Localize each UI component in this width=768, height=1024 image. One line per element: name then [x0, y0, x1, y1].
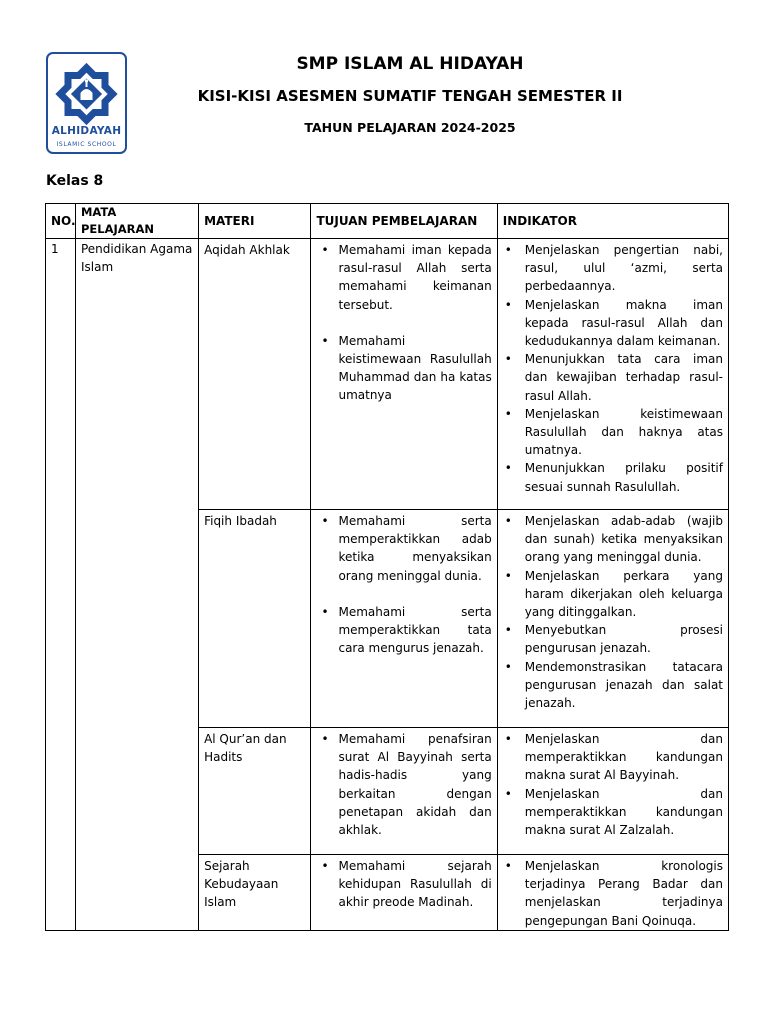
- row-number: 1: [46, 239, 76, 931]
- tujuan-cell: [311, 728, 497, 855]
- logo-subtext: ISLAMIC SCHOOL: [56, 141, 117, 148]
- school-name: SMP ISLAM AL HIDAYAH: [296, 54, 524, 74]
- indikator-cell: [497, 855, 728, 931]
- tujuan-item: • Memahami serta memperaktikkan tata cara mengurus jenazah.: [338, 603, 491, 658]
- indikator-item: • Menunjukkan tata cara iman dan kewajiban terhadap rasul-rasul Allah.: [525, 350, 723, 405]
- materi-cell: Al Qur’an dan Hadits: [199, 728, 311, 855]
- header-tujuan: TUJUAN PEMBELAJARAN: [311, 204, 497, 239]
- table-header-row: [46, 204, 729, 239]
- header-materi: MATERI: [199, 204, 311, 239]
- header-mata-pelajaran: MATA PELAJARAN: [75, 204, 198, 239]
- indikator-cell: [497, 510, 728, 728]
- indikator-item: • Menjelaskan pengertian nabi, rasul, ulul ‘azmi, serta perbedaannya.: [525, 241, 723, 296]
- indikator-cell: [497, 728, 728, 855]
- tujuan-cell: [311, 855, 497, 931]
- tujuan-item: • Memahami keistimewaan Rasulullah Muhammad dan ha katas umatnya: [338, 332, 491, 405]
- indikator-item: • Menunjukkan prilaku positif sesuai sunnah Rasulullah.: [525, 459, 723, 495]
- header-no: NO.: [46, 204, 76, 239]
- materi-cell: Fiqih Ibadah: [199, 510, 311, 728]
- tujuan-item: • Memahami sejarah kehidupan Rasulullah di akhir preode Madinah.: [338, 857, 491, 912]
- indikator-item: • Menjelaskan dan memperaktikkan kandungan makna surat Al Bayyinah.: [525, 730, 723, 785]
- school-logo: [46, 52, 127, 154]
- kisi-kisi-table: [45, 203, 729, 931]
- tujuan-cell: [311, 239, 497, 510]
- indikator-item: • Menjelaskan makna iman kepada rasul-rasul Allah dan kedudukannya dalam keimanan.: [525, 296, 723, 351]
- materi-cell: Sejarah Kebudayaan Islam: [199, 855, 311, 931]
- subject-name: Pendidikan Agama Islam: [75, 239, 198, 931]
- academic-year: TAHUN PELAJARAN 2024-2025: [304, 120, 516, 135]
- materi-cell: Aqidah Akhlak: [199, 239, 311, 510]
- tujuan-cell: [311, 510, 497, 728]
- tujuan-item: • Memahami iman kepada rasul-rasul Allah serta memahami keimanan tersebut.: [338, 241, 491, 314]
- indikator-cell: [497, 239, 728, 510]
- indikator-item: • Menjelaskan perkara yang haram dikerjakan oleh keluarga yang ditinggalkan.: [525, 567, 723, 622]
- indikator-item: • Menjelaskan keistimewaan Rasulullah dan haknya atas umatnya.: [525, 405, 723, 460]
- tujuan-item: • Memahami serta memperaktikkan adab ketika menyaksikan orang meninggal dunia.: [338, 512, 491, 585]
- indikator-item: • Menyebutkan prosesi pengurusan jenazah.: [525, 621, 723, 657]
- header-indikator: INDIKATOR: [497, 204, 728, 239]
- class-label: Kelas 8: [46, 173, 104, 189]
- indikator-item: • Mendemonstrasikan tatacara pengurusan jenazah dan salat jenazah.: [525, 658, 723, 713]
- logo-text: ALHIDAYAH: [51, 125, 122, 137]
- document-title: KISI-KISI ASESMEN SUMATIF TENGAH SEMESTER II: [197, 87, 623, 105]
- indikator-item: • Menjelaskan kronologis terjadinya Perang Badar dan menjelaskan terjadinya pengepungan Bani Qoinuqa.: [525, 857, 723, 930]
- indikator-item: • Menjelaskan dan memperaktikkan kandungan makna surat Al Zalzalah.: [525, 785, 723, 840]
- table-row: [46, 239, 729, 510]
- indikator-item: • Menjelaskan adab-adab (wajib dan sunah) ketika menyaksikan orang yang meninggal dunia.: [525, 512, 723, 567]
- tujuan-item: • Memahami penafsiran surat Al Bayyinah serta hadis-hadis yang berkaitan dengan penetapan akidah dan akhlak.: [338, 730, 491, 839]
